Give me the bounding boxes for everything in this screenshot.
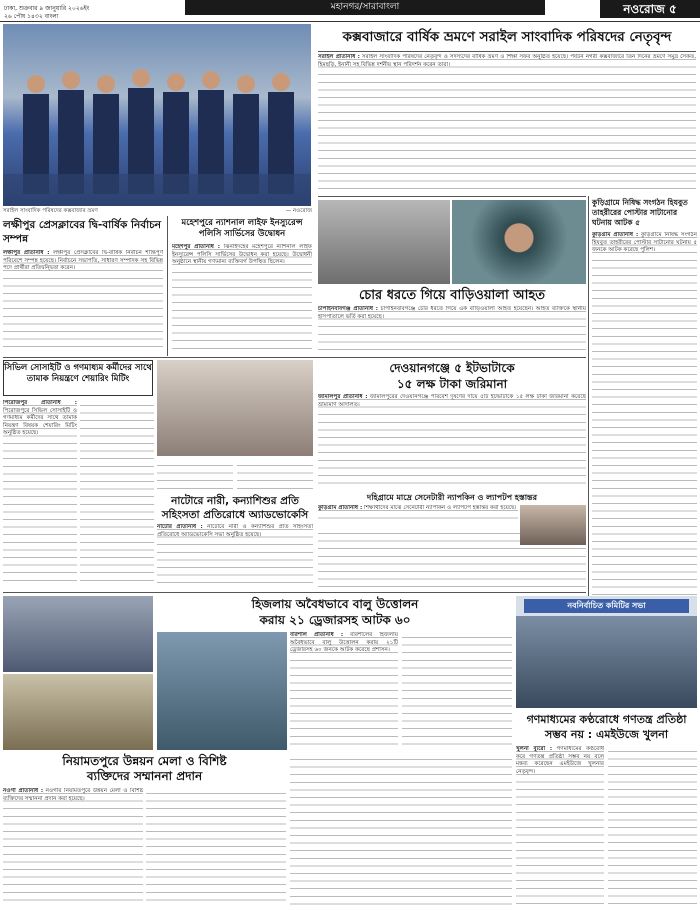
sarail-group-photo [3,24,311,206]
story11-body-col2 [146,788,286,906]
story2-body [3,250,163,352]
story4-body [318,306,586,354]
rule-mid-2 [3,592,586,593]
story12-headline: গণমাধ্যমের কণ্ঠরোধে গণতন্ত্র প্রতিষ্ঠা [526,713,687,726]
story6-body-col2 [80,400,154,586]
story12-photo-meeting [516,596,697,708]
story4-text: চাঁপাইনবাবগঞ্জে চোর ধরতে গিয়ে এক বাড়িওয়ালা আহত হয়েছেন। আহত ব্যক্তিকে স্থানীয় হাসপাতালে ভর্তি করা হয়েছে। [318,306,586,320]
story3-byline: মহেশপুর প্রতিনিধি : [172,244,220,250]
story4-headline: চোর ধরতে গিয়ে বাড়িওয়ালা আহত [358,288,546,303]
story11-body-col1 [3,788,143,906]
story12-banner: নবনির্বাচিত কমিটির সভা [524,599,689,613]
story8-text: শিক্ষার্থীদের মাঝে সেনেটারী ন্যাপকিন ও ল্যাপটপ হস্তান্তর করা হয়েছে। [364,505,517,511]
col-divider-1 [167,216,168,356]
story1-byline: সরাইল প্রতিনিধি : [318,54,360,60]
story6-photo-meeting [157,360,313,456]
story7-byline: নাটোর প্রতিনিধি : [157,524,203,530]
story11-photo-1 [3,596,153,672]
story12-text: গণমাধ্যমের কণ্ঠরোধ করে গণতন্ত্র প্রতিষ্ঠা সম্ভব নয় বলে মন্তব্য করেছেন এমইউজে খুলনার নেতৃবৃন্দ। [516,746,604,775]
story5-text: জামালপুরের দেওয়ানগঞ্জে পরিবেশ দূষণের দায়ে ৫টি ইটভাটাকে ১৫ লক্ষ টাকা জরিমানা করেছে ভ্রাম্যমাণ আদালত। [318,394,586,408]
story12-body-col2 [608,746,697,906]
story10-byline: বরিশাল প্রতিনিধি : [290,632,344,638]
logo-text: নওরোজ [623,2,665,16]
story6-headline-box [3,360,153,396]
story10-text: বরিশালের হিজলায় অবৈধভাবে বালু উত্তোলন করায় ২১টি ড্রেজারসহ ৬০ জনকে আটক করেছে প্রশাসন। [290,632,398,654]
story2-byline: লক্ষীপুর প্রতিনিধি : [3,250,50,256]
story8-photo [520,505,586,545]
story4-photo-injured [452,200,586,284]
story5-headline-2: ১৫ লক্ষ টাকা জরিমানা [396,377,508,391]
story5-headline: দেওয়ানগঞ্জে ৫ ইটভাটাকে [389,361,515,375]
story11-photo-2 [3,674,153,750]
story11-byline: নওগাঁ প্রতিনিধি : [3,788,44,794]
story12-byline: খুলনা ব্যুরো : [516,746,553,752]
story6-body-col1 [3,400,77,586]
story3-body [172,244,312,354]
story4-byline: চাঁপাইনবাবগঞ্জ প্রতিনিধি : [318,306,378,312]
story9-headline: কুড়িগ্রামে নিষিদ্ধ সংগঠন হিযবুত তাহরীরের পোস্টার সাটানোর ঘটনায় আটক ৫ [592,198,688,227]
group-photo-figures [3,24,311,206]
story1-text: সরাইল সাংবাদিক পরিষদের নেতৃবৃন্দ ও সদস্যদের বার্ষিক ভ্রমণ ও শিক্ষা সফর অনুষ্ঠিত হয়েছে। পর্যটন নগরী কক্সবাজারে তিন দিনের ভ্রমণে সমুদ্র সৈকত, হিমছড়ি, ইনানী সহ বিভিন্ন দর্শনীয় স্থান পরিদর্শন করেন তারা। [318,54,696,68]
story12-headline-2: সম্ভব নয় : এমইউজে খুলনা [544,728,669,741]
story7-headline: নাটোরে নারী, কন্যাশিশুর প্রতি সহিংসতা প্রতিরোধে অ্যাডভোকেসি [157,494,313,522]
rule-under-story1 [318,196,586,197]
story6-text: পিরোজপুরে সিভিল সোসাইটি ও গণমাধ্যম কর্মীদের সাথে তামাক নিয়ন্ত্রণ বিষয়ক শেয়ারিং মিটিং অনুষ্ঠিত হয়েছে। [3,407,77,437]
story1-body [318,54,696,192]
story5-body [318,394,586,490]
story11-text: নওগাঁর নিয়ামতপুরে উন্নয়ন মেলা ও বিশিষ্ট ব্যক্তিদের সম্মাননা প্রদান করা হয়েছে। [3,788,143,802]
story5-byline: জামালপুর প্রতিনিধি : [318,394,368,400]
story12-body-col1 [516,746,604,906]
date-bangla: ২৬ পৌষ ১৪৩২ বাংলা [4,13,59,20]
story4-photo-crowd [318,200,450,284]
story10-photo [157,632,287,750]
story3-text: ঝিনাইদহের মহেশপুরে ন্যাশনাল লাইফ ইনস্যুরেন্স পলিসি সার্ভিসের উদ্বোধন করা হয়েছে। উদ্বোধনী অনুষ্ঠানে স্থানীয় গণ্যমান্য ব্যক্তিবর্গ উপস্থিত ছিলেন। [172,244,312,266]
story11-headline-2: ব্যক্তিদের সম্মাননা প্রদান [86,769,203,783]
story8-headline: দহিগ্রামে মাদ্রে সেনেটারী ন্যাপকিন ও ল্যাপটপ হস্তান্তর [367,493,537,502]
photo-caption: সরাইল সাংবাদিক পরিষদের কক্সবাজার ভ্রমণ [3,208,98,214]
rule-mid-1 [3,357,586,358]
story7-body [157,524,313,586]
story1-rule [318,51,696,52]
page-number: ৫ [669,2,677,16]
story7-text: নাটোরে নারী ও কন্যাশিশুর প্রতি সহিংসতা প্রতিরোধে অ্যাডভোকেসি সভা অনুষ্ঠিত হয়েছে। [157,524,313,538]
story11-headline: নিয়ামতপুরে উন্নয়ন মেলা ও বিশিষ্ট [62,754,227,768]
story3-headline: মহেশপুরে ন্যাশনাল লাইফ ইনস্যুরেন্স পলিসি সার্ভিসের উদ্বোধন [181,218,303,239]
story10-headline: হিজলায় অবৈধভাবে বালু উত্তোলন [251,597,419,611]
date-gregorian: ঢাকা, শুক্রবার ৯ জানুয়ারি ২০২৬ইং [4,5,90,12]
story6-byline: পিরোজপুর প্রতিনিধি : [3,400,77,406]
story9-byline: কুড়িগ্রাম প্রতিনিধি : [592,232,639,238]
story8-body [318,505,518,525]
story10-headline-2: করায় ২১ ড্রেজারসহ আটক ৬০ [259,613,411,627]
story9-text: কুড়িগ্রামে নিষিদ্ধ সংগঠন হিযবুত তাহরীরের পোস্টার সাটানোর ঘটনায় ৫ জনকে আটক করেছে পুলিশ। [592,232,697,254]
section-title: মহানগর/সারাবাংলা [185,0,545,15]
story10-body-col1 [290,632,398,750]
story10-body-col3 [290,754,512,906]
date-line [4,5,154,21]
story2-text: লক্ষীপুর প্রেসক্লাবের দ্বি-বার্ষিক নির্বাচন শান্তিপূর্ণ পরিবেশে সম্পন্ন হয়েছে। নির্বাচনে সভাপতি, সাধারণ সম্পাদক সহ বিভিন্ন পদে প্রার্থীরা প্রতিদ্বন্দ্বিতা করেন। [3,250,163,272]
story8-byline: কুড়িগ্রাম প্রতিনিধি : [318,505,363,511]
photo-credit: — নওরোজ [285,208,312,214]
story2-headline: লক্ষীপুর প্রেসক্লাবের দ্বি-বার্ষিক নির্বাচন সম্পন্ন [3,219,162,245]
story1-headline: কক্সবাজারে বার্ষিক ভ্রমণে সরাইল সাংবাদিক পরিষদের নেতৃবৃন্দ [342,29,672,45]
story10-body-col2 [402,632,512,750]
newspaper-logo [600,0,700,18]
header-rule [0,21,700,22]
story9-body [592,232,697,652]
story6-headline: সিভিল সোসাইটি ও গণমাধ্যম কর্মীদের সাথে তামাক নিয়ন্ত্রণে শেয়ারিং মিটিং [4,363,152,384]
